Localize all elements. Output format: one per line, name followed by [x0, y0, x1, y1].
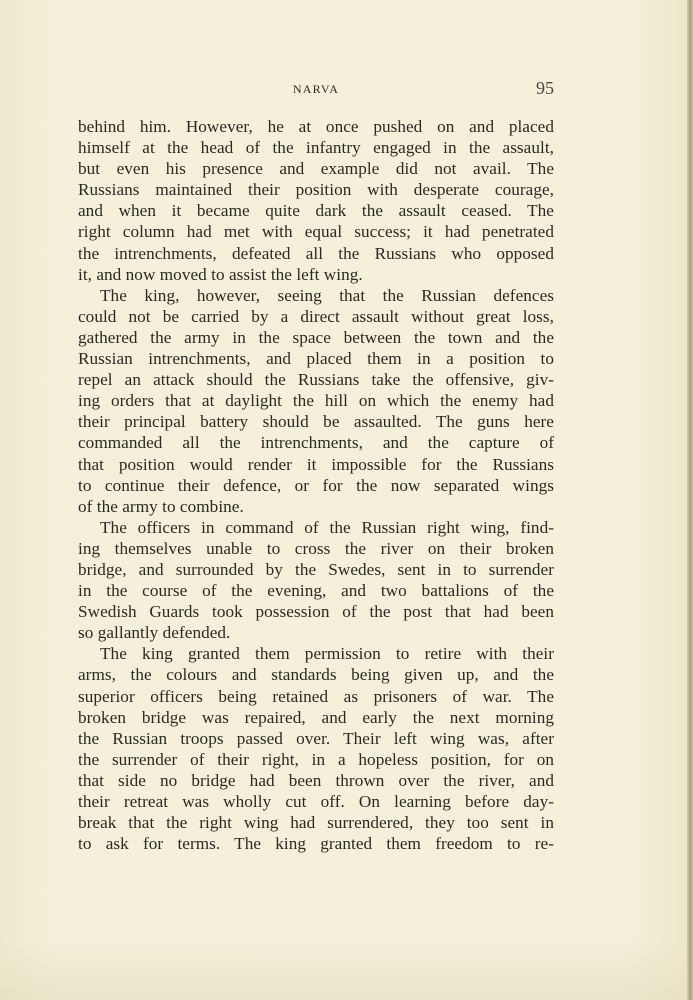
text-line: behind him. However, he at once pushed on and placed: [78, 117, 554, 136]
text-line: could not be carried by a direct assault without great loss,: [78, 306, 554, 326]
text-line: ing themselves unable to cross the river on their broken: [78, 538, 554, 558]
text-line: their retreat was wholly cut off. On learning before day-: [78, 792, 554, 811]
text-line: Swedish Guards took possession of the post that had been: [78, 602, 554, 622]
text-line: the surrender of their right, in a hopeless position, for on: [78, 749, 554, 769]
text-line: gathered the army in the space between the town and the: [78, 327, 554, 347]
text-line: that position would render it impossible for the Russians: [78, 454, 554, 474]
text-line: in the course of the evening, and two battalions of the: [78, 581, 554, 601]
text-line: superior officers being retained as prisoners of war. The: [78, 686, 554, 706]
page-header: [78, 78, 554, 102]
page-edge: [687, 0, 693, 1000]
text-line: it, and now moved to assist the left wing.: [78, 264, 363, 284]
text-line: to ask for terms. The king granted them freedom to re-: [78, 834, 554, 854]
text-line: bridge, and surrounded by the Swedes, sent in to surrender: [78, 559, 554, 579]
running-head: NARVA: [292, 82, 340, 96]
text-line: so gallantly defended.: [78, 623, 231, 643]
text-line: The officers in command of the Russian right wing, find-: [100, 517, 554, 537]
text-line: and when it became quite dark the assault ceased. The: [78, 201, 554, 221]
text-line: The king granted them permission to retire with their: [100, 644, 554, 664]
text-line: to continue their defence, or for the now separated wings: [78, 475, 554, 495]
text-line: the intrenchments, defeated all the Russians who opposed: [78, 243, 554, 263]
page-number: 95: [536, 78, 554, 98]
body-text: [78, 116, 554, 876]
text-line: that side no bridge had been thrown over the river, and: [78, 770, 554, 790]
text-line: break that the right wing had surrendered, they too sent in: [78, 813, 554, 833]
text-line: arms, the colours and standards being given up, and the: [78, 665, 554, 685]
text-line: The king, however, seeing that the Russian defences: [100, 285, 554, 305]
text-line: repel an attack should the Russians take the offensive, giv-: [78, 370, 554, 390]
text-line: broken bridge was repaired, and early the next morning: [78, 707, 554, 727]
text-line: ing orders that at daylight the hill on which the enemy had: [78, 391, 554, 411]
text-line: the Russian troops passed over. Their left wing was, after: [78, 728, 554, 748]
text-line: of the army to combine.: [78, 496, 244, 516]
text-line: Russian intrenchments, and placed them in a position to: [78, 349, 554, 369]
text-line: commanded all the intrenchments, and the capture of: [78, 433, 554, 453]
text-line: himself at the head of the infantry engaged in the assault,: [78, 138, 554, 158]
text-line: right column had met with equal success; it had penetrated: [78, 222, 554, 242]
text-line: but even his presence and example did not avail. The: [78, 159, 554, 179]
text-line: their principal battery should be assaulted. The guns here: [78, 412, 554, 432]
text-line: Russians maintained their position with desperate courage,: [78, 180, 554, 200]
page-shadow: [0, 940, 693, 1000]
